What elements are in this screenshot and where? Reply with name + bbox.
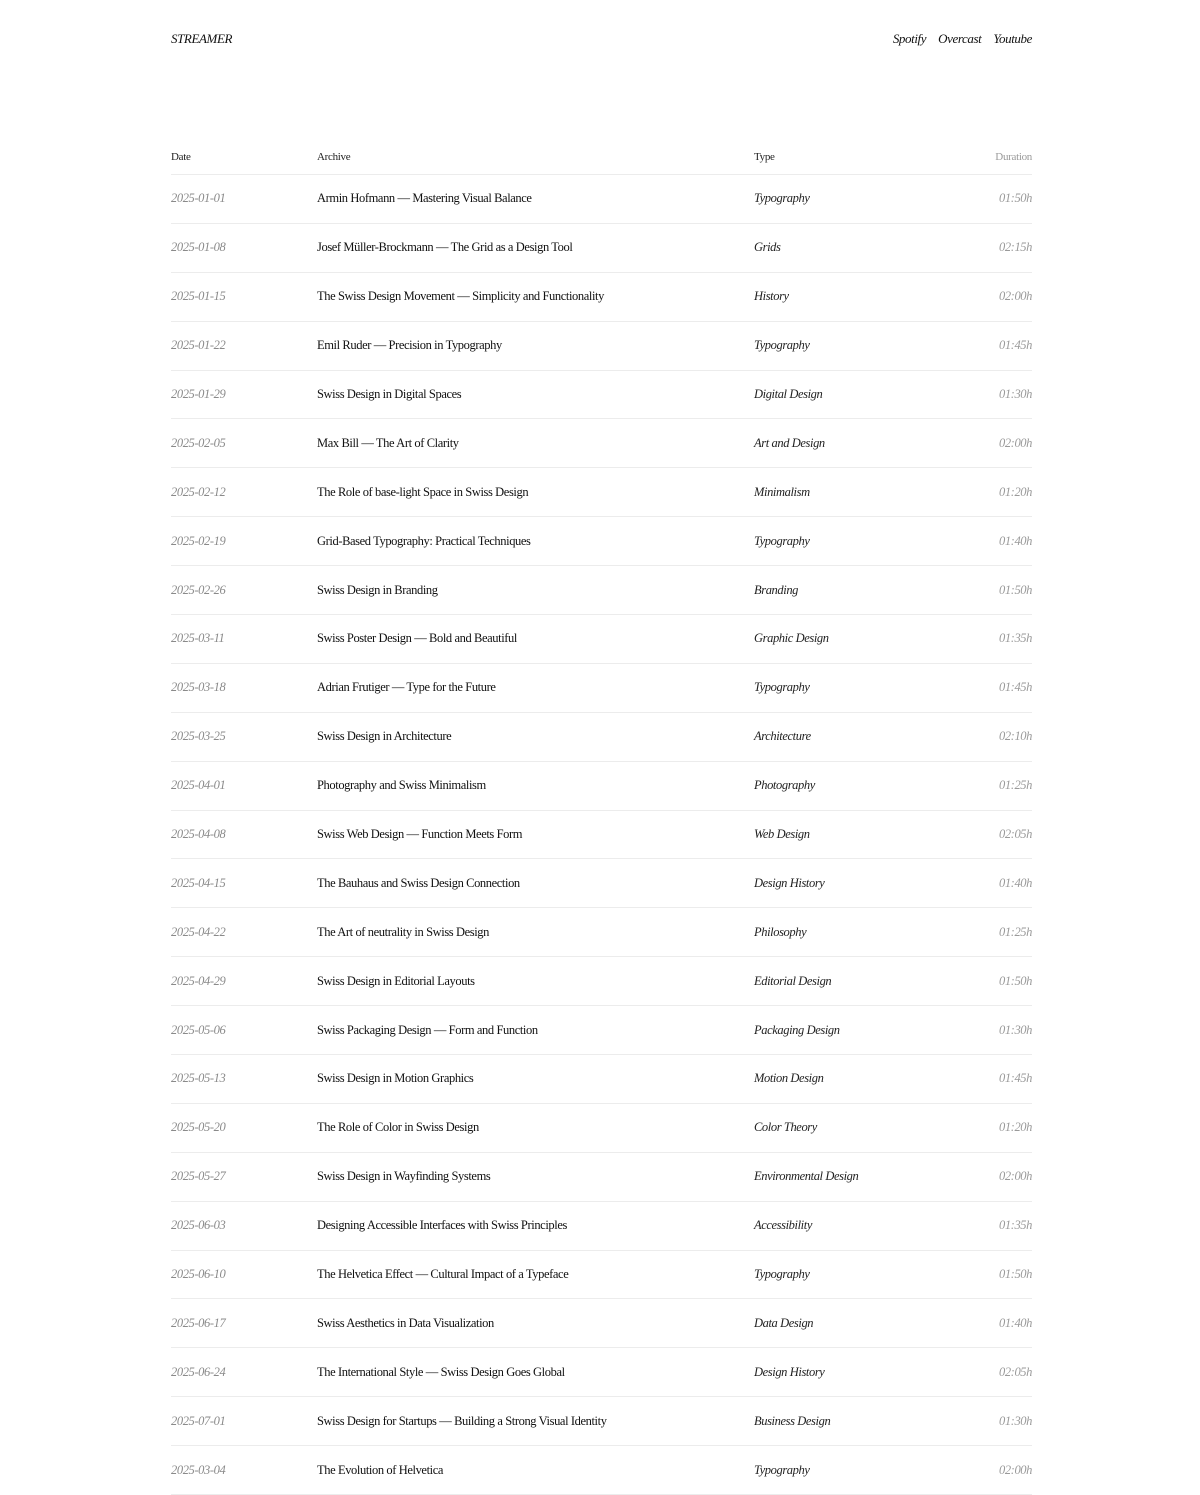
- episode-duration: 01:45h: [998, 680, 1032, 695]
- episode-duration: 01:50h: [998, 191, 1032, 206]
- episode-date: 2025-05-20: [171, 1120, 226, 1135]
- episode-date: 2025-02-19: [171, 533, 226, 548]
- episode-title: Emil Ruder — Precision in Typography: [317, 338, 502, 353]
- episode-title: The Helvetica Effect — Cultural Impact of a Typeface: [317, 1267, 569, 1282]
- episode-type: Web Design: [754, 827, 810, 842]
- table-row[interactable]: [171, 1251, 1032, 1300]
- table-row[interactable]: [171, 371, 1032, 420]
- table-row[interactable]: [171, 859, 1032, 908]
- episode-type: Branding: [754, 582, 799, 597]
- table-row[interactable]: [171, 957, 1032, 1006]
- episode-type: Environmental Design: [754, 1169, 859, 1184]
- episode-duration: 02:05h: [998, 1364, 1032, 1379]
- episode-type: History: [754, 289, 789, 304]
- episode-date: 2025-02-12: [171, 484, 226, 499]
- table-row[interactable]: [171, 1446, 1032, 1495]
- episode-date: 2025-03-04: [171, 1462, 226, 1477]
- episode-type: Editorial Design: [754, 973, 832, 988]
- episode-date: 2025-06-17: [171, 1315, 226, 1330]
- table-row[interactable]: [171, 713, 1032, 762]
- episode-title: Max Bill — The Art of Clarity: [317, 435, 459, 450]
- episode-title: Swiss Design in Architecture: [317, 729, 452, 744]
- nav-link-overcast[interactable]: Overcast: [938, 31, 982, 46]
- episode-duration: 01:45h: [998, 338, 1032, 353]
- episode-title: Grid-Based Typography: Practical Techniques: [317, 533, 531, 548]
- episode-duration: 02:00h: [998, 1462, 1032, 1477]
- episode-duration: 01:50h: [998, 1267, 1032, 1282]
- episode-type: Design History: [754, 875, 825, 890]
- episode-duration: 01:50h: [998, 582, 1032, 597]
- episode-title: Swiss Design in Motion Graphics: [317, 1071, 474, 1086]
- episode-type: Graphic Design: [754, 631, 829, 646]
- episode-date: 2025-06-24: [171, 1364, 226, 1379]
- episode-title: Armin Hofmann — Mastering Visual Balance: [317, 191, 532, 206]
- episode-date: 2025-07-01: [171, 1413, 226, 1428]
- episode-date: 2025-04-08: [171, 827, 226, 842]
- nav-link-youtube[interactable]: Youtube: [993, 31, 1032, 46]
- episode-type: Grids: [754, 240, 781, 255]
- episode-date: 2025-05-27: [171, 1169, 226, 1184]
- episode-type: Business Design: [754, 1413, 831, 1428]
- table-body: [171, 175, 1032, 1495]
- column-header-date: Date: [171, 151, 191, 163]
- episode-type: Color Theory: [754, 1120, 817, 1135]
- episode-duration: 02:00h: [998, 1169, 1032, 1184]
- episode-duration: 02:10h: [998, 729, 1032, 744]
- table-row[interactable]: [171, 811, 1032, 860]
- episode-date: 2025-02-05: [171, 435, 226, 450]
- episode-duration: 01:50h: [998, 973, 1032, 988]
- episode-date: 2025-01-08: [171, 240, 226, 255]
- episode-date: 2025-04-29: [171, 973, 226, 988]
- table-row[interactable]: [171, 664, 1032, 713]
- episode-title: The Swiss Design Movement — Simplicity and Functionality: [317, 289, 604, 304]
- episode-title: Swiss Design in Wayfinding Systems: [317, 1169, 491, 1184]
- episode-type: Typography: [754, 533, 810, 548]
- episode-type: Minimalism: [754, 484, 810, 499]
- episode-duration: 02:05h: [998, 827, 1032, 842]
- episode-duration: 01:40h: [998, 533, 1032, 548]
- episode-title: The International Style — Swiss Design Goes Global: [317, 1364, 565, 1379]
- episode-duration: 01:20h: [998, 1120, 1032, 1135]
- episode-duration: 01:40h: [998, 1315, 1032, 1330]
- episode-type: Design History: [754, 1364, 825, 1379]
- episode-date: 2025-03-25: [171, 729, 226, 744]
- column-header-archive: Archive: [317, 151, 351, 163]
- episode-date: 2025-01-01: [171, 191, 226, 206]
- episode-date: 2025-03-11: [171, 631, 225, 646]
- episode-date: 2025-05-06: [171, 1022, 226, 1037]
- episode-type: Digital Design: [754, 387, 823, 401]
- episode-type: Photography: [754, 778, 815, 793]
- episode-duration: 02:00h: [998, 435, 1032, 450]
- episode-duration: 01:35h: [998, 1218, 1032, 1233]
- table-row[interactable]: [171, 1202, 1032, 1251]
- episode-duration: 02:00h: [998, 289, 1032, 304]
- episode-type: Accessibility: [754, 1218, 812, 1233]
- episode-duration: 01:30h: [998, 387, 1032, 401]
- episode-type: Typography: [754, 1462, 810, 1477]
- episode-title: Swiss Design for Startups — Building a Strong Visual Identity: [317, 1413, 607, 1428]
- episode-duration: 01:35h: [998, 631, 1032, 646]
- episode-date: 2025-04-15: [171, 875, 226, 890]
- episode-duration: 01:25h: [998, 778, 1032, 793]
- table-row[interactable]: [171, 1153, 1032, 1202]
- table-row[interactable]: [171, 1006, 1032, 1055]
- episode-type: Typography: [754, 191, 810, 206]
- episode-title: Josef Müller-Brockmann — The Grid as a Design Tool: [317, 240, 573, 255]
- episode-date: 2025-05-13: [171, 1071, 226, 1086]
- episode-title: Swiss Design in Branding: [317, 582, 438, 597]
- column-header-duration: Duration: [995, 151, 1032, 163]
- table-header: [171, 140, 1032, 175]
- episode-title: The Art of neutrality in Swiss Design: [317, 924, 489, 939]
- table-row[interactable]: [171, 762, 1032, 811]
- table-row[interactable]: [171, 1299, 1032, 1348]
- episode-type: Packaging Design: [754, 1022, 840, 1037]
- episode-title: Swiss Poster Design — Bold and Beautiful: [317, 631, 517, 646]
- episode-duration: 01:45h: [998, 1071, 1032, 1086]
- episode-type: Architecture: [754, 729, 811, 744]
- episode-date: 2025-01-22: [171, 338, 226, 353]
- episode-type: Typography: [754, 1267, 810, 1282]
- table-row[interactable]: [171, 175, 1032, 224]
- site-header: [171, 29, 1032, 49]
- episode-date: 2025-06-03: [171, 1218, 226, 1233]
- episode-duration: 02:15h: [998, 240, 1032, 255]
- episode-title: The Bauhaus and Swiss Design Connection: [317, 875, 520, 890]
- episode-date: 2025-01-29: [171, 387, 226, 401]
- episode-duration: 01:30h: [998, 1413, 1032, 1428]
- table-row[interactable]: [171, 468, 1032, 517]
- episode-type: Data Design: [754, 1315, 814, 1330]
- table-row[interactable]: [171, 1397, 1032, 1446]
- table-row[interactable]: [171, 419, 1032, 468]
- episode-duration: 01:20h: [998, 484, 1032, 499]
- episode-date: 2025-04-01: [171, 778, 226, 793]
- episode-date: 2025-01-15: [171, 289, 226, 304]
- platform-nav: [893, 31, 1032, 47]
- column-header-type: Type: [754, 151, 775, 163]
- episode-title: Swiss Design in Editorial Layouts: [317, 973, 475, 988]
- table-row[interactable]: [171, 908, 1032, 957]
- episode-title: Designing Accessible Interfaces with Swiss Principles: [317, 1218, 567, 1233]
- table-row[interactable]: [171, 615, 1032, 664]
- episode-type: Typography: [754, 680, 810, 695]
- episode-type: Art and Design: [754, 435, 825, 450]
- episode-duration: 01:40h: [998, 875, 1032, 890]
- episode-date: 2025-04-22: [171, 924, 226, 939]
- table-row[interactable]: [171, 566, 1032, 615]
- table-row[interactable]: [171, 517, 1032, 566]
- episode-duration: 01:25h: [998, 924, 1032, 939]
- table-row[interactable]: [171, 322, 1032, 371]
- episode-title: Swiss Aesthetics in Data Visualization: [317, 1315, 494, 1330]
- episode-type: Typography: [754, 338, 810, 353]
- table-row[interactable]: [171, 1104, 1032, 1153]
- episode-title: The Evolution of Helvetica: [317, 1462, 444, 1477]
- episode-date: 2025-06-10: [171, 1267, 226, 1282]
- logo[interactable]: STREAMER: [171, 31, 233, 46]
- episode-duration: 01:30h: [998, 1022, 1032, 1037]
- episode-date: 2025-02-26: [171, 582, 226, 597]
- episode-type: Philosophy: [754, 924, 807, 939]
- episode-title: Photography and Swiss Minimalism: [317, 778, 486, 793]
- table-row[interactable]: [171, 224, 1032, 273]
- table-row[interactable]: [171, 1348, 1032, 1397]
- episode-date: 2025-03-18: [171, 680, 226, 695]
- episode-title: Adrian Frutiger — Type for the Future: [317, 680, 496, 695]
- episode-title: Swiss Design in Digital Spaces: [317, 387, 462, 401]
- episode-title: Swiss Web Design — Function Meets Form: [317, 827, 523, 842]
- episode-archive-table: [171, 140, 1032, 1495]
- nav-link-spotify[interactable]: Spotify: [892, 31, 927, 46]
- episode-title: Swiss Packaging Design — Form and Function: [317, 1022, 538, 1037]
- episode-title: The Role of base-light Space in Swiss Design: [317, 484, 529, 499]
- table-row[interactable]: [171, 273, 1032, 322]
- table-row[interactable]: [171, 1055, 1032, 1104]
- episode-type: Motion Design: [754, 1071, 824, 1086]
- episode-title: The Role of Color in Swiss Design: [317, 1120, 479, 1135]
